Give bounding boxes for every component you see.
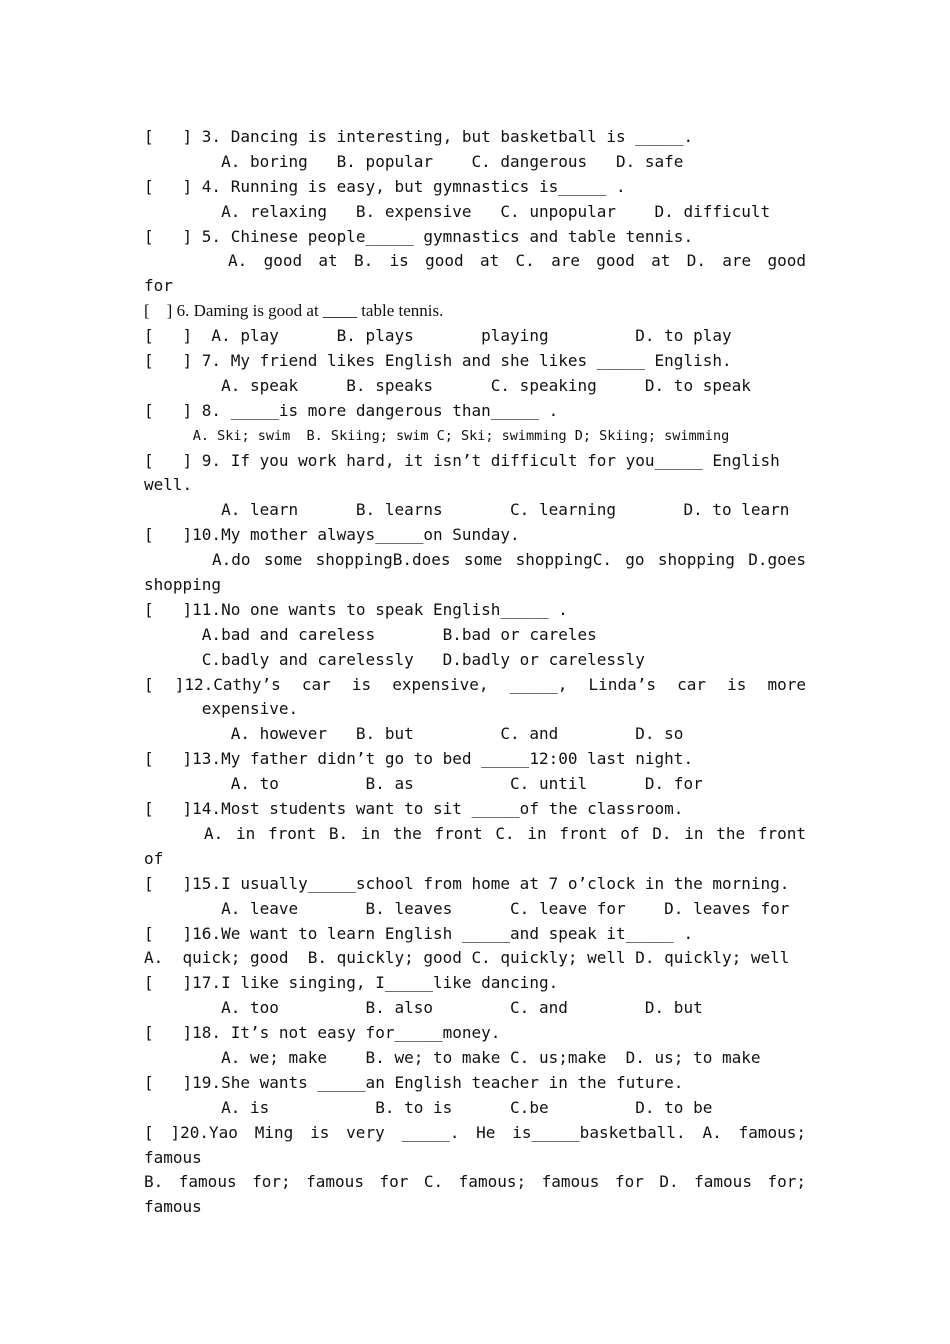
q8-stem: [ ] 8. _____is more dangerous than_____ . (144, 400, 559, 420)
worksheet (144, 125, 806, 1220)
q13-stem: [ ]13.My father didn’t go to bed _____12:00 last night. (144, 749, 694, 769)
q18-stem: [ ]18. It’s not easy for_____money. (144, 1023, 501, 1043)
q15-options: A. leave B. leaves C. leave for D. leaves for (144, 898, 790, 918)
q10-options: A.do some shoppingB.does some shoppingC. go shopping D.goes (212, 550, 806, 570)
q8-options: A. Ski; swim B. Skiing; swim C; Ski; swimming D; Skiing; swimming (144, 427, 730, 444)
q10-stem: [ ]10.My mother always_____on Sunday. (144, 525, 520, 545)
q7-stem: [ ] 7. My friend likes English and she likes _____ English. (144, 351, 732, 371)
q19-options: A. is B. to is C.be D. to be (144, 1097, 713, 1117)
q6-stem: [ ] 6. Daming is good at ____ table tennis. (144, 301, 444, 321)
q16-options: A. quick; good B. quickly; good C. quickly; well D. quickly; well (144, 948, 790, 968)
q5-options: A. good at B. is good at C. are good at D. are good (228, 251, 806, 271)
q11-stem: [ ]11.No one wants to speak English_____ . (144, 599, 568, 619)
q10-options-cont: shopping (144, 575, 222, 595)
q7-options: A. speak B. speaks C. speaking D. to speak (144, 375, 751, 395)
q11-options-cd: C.badly and carelessly D.badly or carelessly (144, 649, 645, 669)
q3-stem: [ ] 3. Dancing is interesting, but basketball is _____. (144, 127, 694, 146)
q4-stem: [ ] 4. Running is easy, but gymnastics is_____ . (144, 176, 626, 196)
q14-stem: [ ]14.Most students want to sit _____of the classroom. (144, 799, 684, 819)
q9-stem-cont: well. (144, 475, 193, 495)
q16-stem: [ ]16.We want to learn English _____and speak it_____ . (144, 923, 694, 943)
q9-options: A. learn B. learns C. learning D. to learn (144, 500, 790, 520)
q5-options-cont: for (144, 276, 173, 296)
q20-options: B. famous for; famous for C. famous; famous for D. famous for; (144, 1172, 806, 1192)
q3-options: A. boring B. popular C. dangerous D. safe (144, 151, 684, 171)
q13-options: A. to B. as C. until D. for (144, 774, 703, 794)
q5-stem: [ ] 5. Chinese people_____ gymnastics and table tennis. (144, 226, 694, 246)
q4-options: A. relaxing B. expensive C. unpopular D. difficult (144, 201, 771, 221)
q17-stem: [ ]17.I like singing, I_____like dancing. (144, 973, 559, 993)
q12-stem: [ ]12.Cathy’s car is expensive, _____, Linda’s car is more (144, 674, 806, 694)
q12-stem-cont: expensive. (144, 699, 299, 719)
q6-options: [ ] A. play B. plays playing D. to play (144, 326, 732, 346)
q9-stem: [ ] 9. If you work hard, it isn’t difficult for you_____ English (144, 450, 780, 470)
q20-stem-cont: famous (144, 1147, 202, 1167)
q15-stem: [ ]15.I usually_____school from home at 7 o’clock in the morning. (144, 873, 790, 893)
q19-stem: [ ]19.She wants _____an English teacher in the future. (144, 1072, 684, 1092)
q20-options-cont: famous (144, 1197, 202, 1217)
q14-options-cont: of (144, 848, 164, 868)
q18-options: A. we; make B. we; to make C. us;make D. us; to make (144, 1047, 761, 1067)
q11-options-ab: A.bad and careless B.bad or careles (144, 624, 597, 644)
q14-options: A. in front B. in the front C. in front of D. in the front (204, 823, 806, 843)
q20-stem: [ ]20.Yao Ming is very _____. He is_____basketball. A. famous; (144, 1122, 806, 1142)
q12-options: A. however B. but C. and D. so (144, 724, 684, 744)
q17-options: A. too B. also C. and D. but (144, 998, 703, 1018)
